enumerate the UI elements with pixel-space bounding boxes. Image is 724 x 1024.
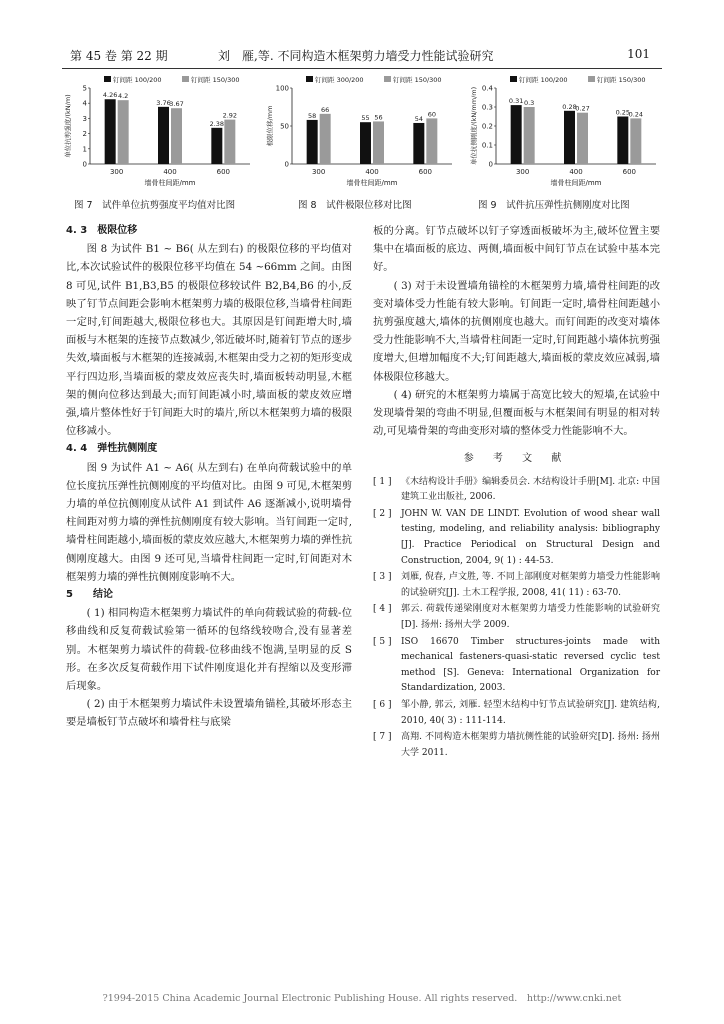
bar <box>511 105 522 164</box>
chart-svg <box>470 76 662 192</box>
bar <box>320 114 331 164</box>
y-tick-label: 0 <box>82 160 87 169</box>
section-4-3-title: 4. 3 极限位移 <box>66 225 138 236</box>
y-tick-label: 3 <box>82 114 87 123</box>
y-axis-label: 单位抗剪强度/(kN/m) <box>64 94 72 158</box>
legend-label: 钉间距 100/200 <box>113 76 162 84</box>
y-tick-label: 0 <box>488 160 493 169</box>
section-5-title: 5 结论 <box>66 589 113 601</box>
reference-item <box>373 635 660 697</box>
x-tick-label: 400 <box>163 168 177 176</box>
reference-number: [ 1 ] <box>373 476 392 487</box>
chart-svg <box>266 76 458 192</box>
references-list <box>373 475 660 762</box>
reference-item <box>373 698 660 729</box>
y-tick-label: 0.4 <box>481 84 493 93</box>
y-tick-label: 0.3 <box>481 103 493 112</box>
journal-volume: 第 45 卷 第 22 期 <box>70 49 168 63</box>
bar <box>171 108 182 164</box>
x-tick-label: 600 <box>418 168 433 176</box>
figure-7-chart <box>64 76 256 192</box>
figure-7-caption: 图 7 试件单位抗剪强度平均值对比图 <box>74 200 236 211</box>
legend-label: 钉间距 300/200 <box>315 76 364 84</box>
reference-text: 郭云. 荷载传递梁刚度对木框架剪力墙受力性能影响的试验研究[D]. 扬州: 扬州大学 2009. <box>401 604 660 630</box>
x-axis-label: 墙骨柱间距/mm <box>346 179 398 187</box>
left-column <box>66 222 352 732</box>
conclusion-1: ( 1) 相同构造木框架剪力墙试件的单向荷载试验的荷载-位移曲线和反复荷载试验第一循环的包络线较吻合,没有显著差别。木框架剪力墙试件的荷载-位移曲线不饱满,呈明显的反 S 形。在多次反复荷载作用下试件刚度退化并有捏缩以及变形滞后现象。 <box>66 607 352 693</box>
conclusion-2: ( 2) 由于木框架剪力墙试件未设置墙角锚栓,其破坏形态主要是墙板钉节点破坏和墙骨柱与底梁 <box>66 698 352 729</box>
reference-text: 高翔. 不同构造木框架剪力墙抗侧性能的试验研究[D]. 扬州: 扬州大学 2011. <box>401 732 660 758</box>
running-header <box>70 44 654 66</box>
bar-value-label: 3.67 <box>169 100 184 109</box>
bar-value-label: 66 <box>321 105 330 114</box>
legend-swatch <box>510 76 517 82</box>
conclusion-4: ( 4) 研究的木框架剪力墙属于高宽比较大的短墙,在试验中发现墙骨架的弯曲不明显,但覆面板与木框架间有明显的相对转动,可见墙骨架的弯曲变形对墙的整体受力性能影响不大。 <box>373 388 660 438</box>
y-tick-label: 50 <box>280 122 289 131</box>
reference-number: [ 3 ] <box>373 572 392 583</box>
bar-value-label: 3.76 <box>156 98 171 107</box>
legend-swatch <box>104 76 111 82</box>
y-tick-label: 2 <box>82 130 87 139</box>
x-tick-label: 300 <box>109 168 124 176</box>
reference-text: 邹小静, 郭云, 刘雁. 轻型木结构中钉节点试验研究[J]. 建筑结构, 2010, 40( 3) : 111-114. <box>401 699 660 726</box>
section-4-4-paragraph: 图 9 为试件 A1 ~ A6( 从左到右) 在单向荷载试验中的单位长度抗压弹性抗侧刚度的平均值对比。由图 9 可见,木框架剪力墙的单位抗侧刚度从试件 A1 到试件 A6 逐渐减小,说明墙骨柱间距对剪力墙的弹性抗侧刚度有较大影响。当钉间距一定时,墙骨柱间距越小,墙面板的蒙皮效应越大,木框架剪力墙的弹性抗侧刚度越大。由图 9 还可见,当墙骨柱间距一定时,钉间距对木框架剪力墙的弹性抗侧刚度影响不大。 <box>66 461 352 583</box>
running-title: 刘 雁,等. 不同构造木框架剪力墙受力性能试验研究 <box>218 49 494 63</box>
bar <box>158 107 169 164</box>
legend-swatch <box>588 76 595 82</box>
y-tick-label: 0.1 <box>481 141 493 150</box>
bar <box>413 123 424 164</box>
bar <box>373 121 384 164</box>
x-tick-label: 600 <box>216 168 231 176</box>
x-tick-label: 300 <box>311 168 326 176</box>
bar-value-label: 55 <box>361 114 370 123</box>
bar-value-label: 0.3 <box>523 99 535 107</box>
bar <box>577 113 588 164</box>
y-tick-label: 0.2 <box>481 122 493 131</box>
legend-swatch <box>306 76 313 82</box>
section-4-4-title: 4. 4 弹性抗侧刚度 <box>66 443 158 455</box>
bar <box>564 111 575 164</box>
figure-8-caption: 图 8 试件极限位移对比图 <box>298 200 412 211</box>
bar <box>118 100 129 164</box>
bar <box>105 99 116 164</box>
reference-item <box>373 507 660 569</box>
bar <box>426 118 437 164</box>
legend-swatch <box>182 76 189 82</box>
conclusion-3: ( 3) 对于未设置墙角锚栓的木框架剪力墙,墙骨柱间距的改变对墙体受力性能有较大影响。钉间距一定时,墙骨柱间距越小抗剪强度越大,墙体的抗侧刚度也越大。而钉间距的改变对墙体受力性能影响不大,当墙骨柱间距一定时,钉间距越小墙体抗剪强度增大,但增加幅度不大;钉间距越大,墙面板的蒙皮效应减弱,墙体极限位移越大。 <box>373 279 660 383</box>
bar-value-label: 0.28 <box>562 102 577 111</box>
y-tick-label: 100 <box>275 84 289 93</box>
figure-8-chart <box>266 76 458 192</box>
bar-value-label: 56 <box>374 113 383 122</box>
legend-label: 钉间距 150/300 <box>393 76 442 84</box>
bar-value-label: 54 <box>414 114 423 123</box>
x-tick-label: 400 <box>569 168 583 176</box>
bar-value-label: 58 <box>308 111 317 120</box>
reference-number: [ 6 ] <box>373 699 392 710</box>
y-tick-label: 4 <box>82 99 87 108</box>
bar-value-label: 0.25 <box>615 108 631 117</box>
legend-label: 钉间距 150/300 <box>597 76 646 84</box>
x-axis-label: 墙骨柱间距/mm <box>550 179 602 187</box>
reference-text: 《木结构设计手册》编辑委员会. 木结构设计手册[M]. 北京: 中国建筑工业出版社, 2006. <box>401 476 660 503</box>
bar <box>524 107 535 164</box>
bar-value-label: 60 <box>427 110 436 119</box>
x-tick-label: 300 <box>515 168 530 176</box>
reference-number: [ 4 ] <box>373 604 392 615</box>
reference-item <box>373 475 660 506</box>
page-number: 101 <box>627 47 650 61</box>
bar <box>617 117 628 165</box>
y-axis-label: 单位抗侧刚度/(kN/mm/m) <box>470 86 478 166</box>
x-axis-label: 墙骨柱间距/mm <box>144 179 196 187</box>
bar-value-label: 4.2 <box>117 92 129 101</box>
reference-text: ISO 16670 Timber structures-joints made with mechanical fasteners-quasi-static reversed cyclic test method [S]. Geneva: International Organization for Standardization, 2003. <box>401 636 660 694</box>
references-title: 参 考 文 献 <box>463 453 570 465</box>
bar <box>630 118 641 164</box>
figure-9-chart <box>470 76 662 192</box>
x-tick-label: 600 <box>622 168 637 176</box>
bar-value-label: 4.26 <box>102 91 118 100</box>
bar <box>307 120 318 164</box>
bar <box>360 122 371 164</box>
x-tick-label: 400 <box>365 168 379 176</box>
legend-label: 钉间距 150/300 <box>191 76 240 84</box>
bar-value-label: 0.31 <box>508 97 524 106</box>
y-tick-label: 5 <box>82 84 87 93</box>
bar-value-label: 0.27 <box>575 104 590 113</box>
legend-swatch <box>384 76 391 82</box>
reference-number: [ 5 ] <box>373 636 392 647</box>
y-axis-label: 极限位移/mm <box>266 105 274 147</box>
bar <box>224 120 235 164</box>
reference-item <box>373 570 660 601</box>
chart-svg <box>64 76 256 192</box>
reference-item <box>373 730 660 761</box>
y-tick-label: 0 <box>284 160 289 169</box>
bar <box>211 128 222 164</box>
reference-number: [ 2 ] <box>373 508 392 519</box>
figure-9-caption: 图 9 试件抗压弹性抗侧刚度对比图 <box>478 200 630 211</box>
bar-value-label: 0.24 <box>628 110 644 119</box>
y-tick-label: 1 <box>82 145 87 154</box>
reference-text: JOHN W. VAN DE LINDT. Evolution of wood shear wall testing, modeling, and reliability analysis: bibliography [J]. Practice Periodical on Structural Design and Construction, 2004, 9( 1) : 44-53. <box>401 508 660 566</box>
reference-text: 刘雁, 倪春, 卢文胜, 等. 不同上部刚度对框架剪力墙受力性能影响的试验研究[J]. 土木工程学报, 2008, 41( 11) : 63-70. <box>401 572 660 598</box>
right-column <box>373 222 660 762</box>
legend-label: 钉间距 100/200 <box>519 76 568 84</box>
header-rule <box>62 68 662 69</box>
copyright-footer: ?1994-2015 China Academic Journal Electronic Publishing House. All rights reserved. http://www.cnki.net <box>102 993 622 1004</box>
conclusion-2-continued: 板的分离。钉节点破坏以钉子穿透面板破坏为主,破坏位置主要集中在墙面板的底边、两侧,墙面板中间钉节点在试验中基本完好。 <box>373 225 660 274</box>
bar-value-label: 2.38 <box>209 119 225 128</box>
section-4-3-paragraph: 图 8 为试件 B1 ~ B6( 从左到右) 的极限位移的平均值对比,本次试验试件的极限位移平均值在 54 ~66mm 之间。由图 8 可见,试件 B1,B3,B5 的极限位移较试件 B2,B4,B6 的小,反映了钉节点间距会影响木框架剪力墙的极限位移,当墙骨柱间距一定时,钉间距越大,极限位移也大。其原因是钉间距增大时,墙面板与木框架的连接节点数减少,邻近破坏时,随着钉节点的逐步失效,墙面板与木框架的连接减弱,木框架由受力之初的矩形变成平行四边形,当墙面板的蒙皮效应丧失时,墙面板转动明显,木框架的侧向位移达到最大;而钉间距减小时,墙面板的蒙皮效应增强,墙片整体性好于钉间距大时的墙片,所以木框架剪力墙的极限位移减小。 <box>66 243 352 438</box>
reference-item <box>373 602 660 633</box>
bar-value-label: 2.92 <box>222 111 238 120</box>
reference-number: [ 7 ] <box>373 732 392 743</box>
